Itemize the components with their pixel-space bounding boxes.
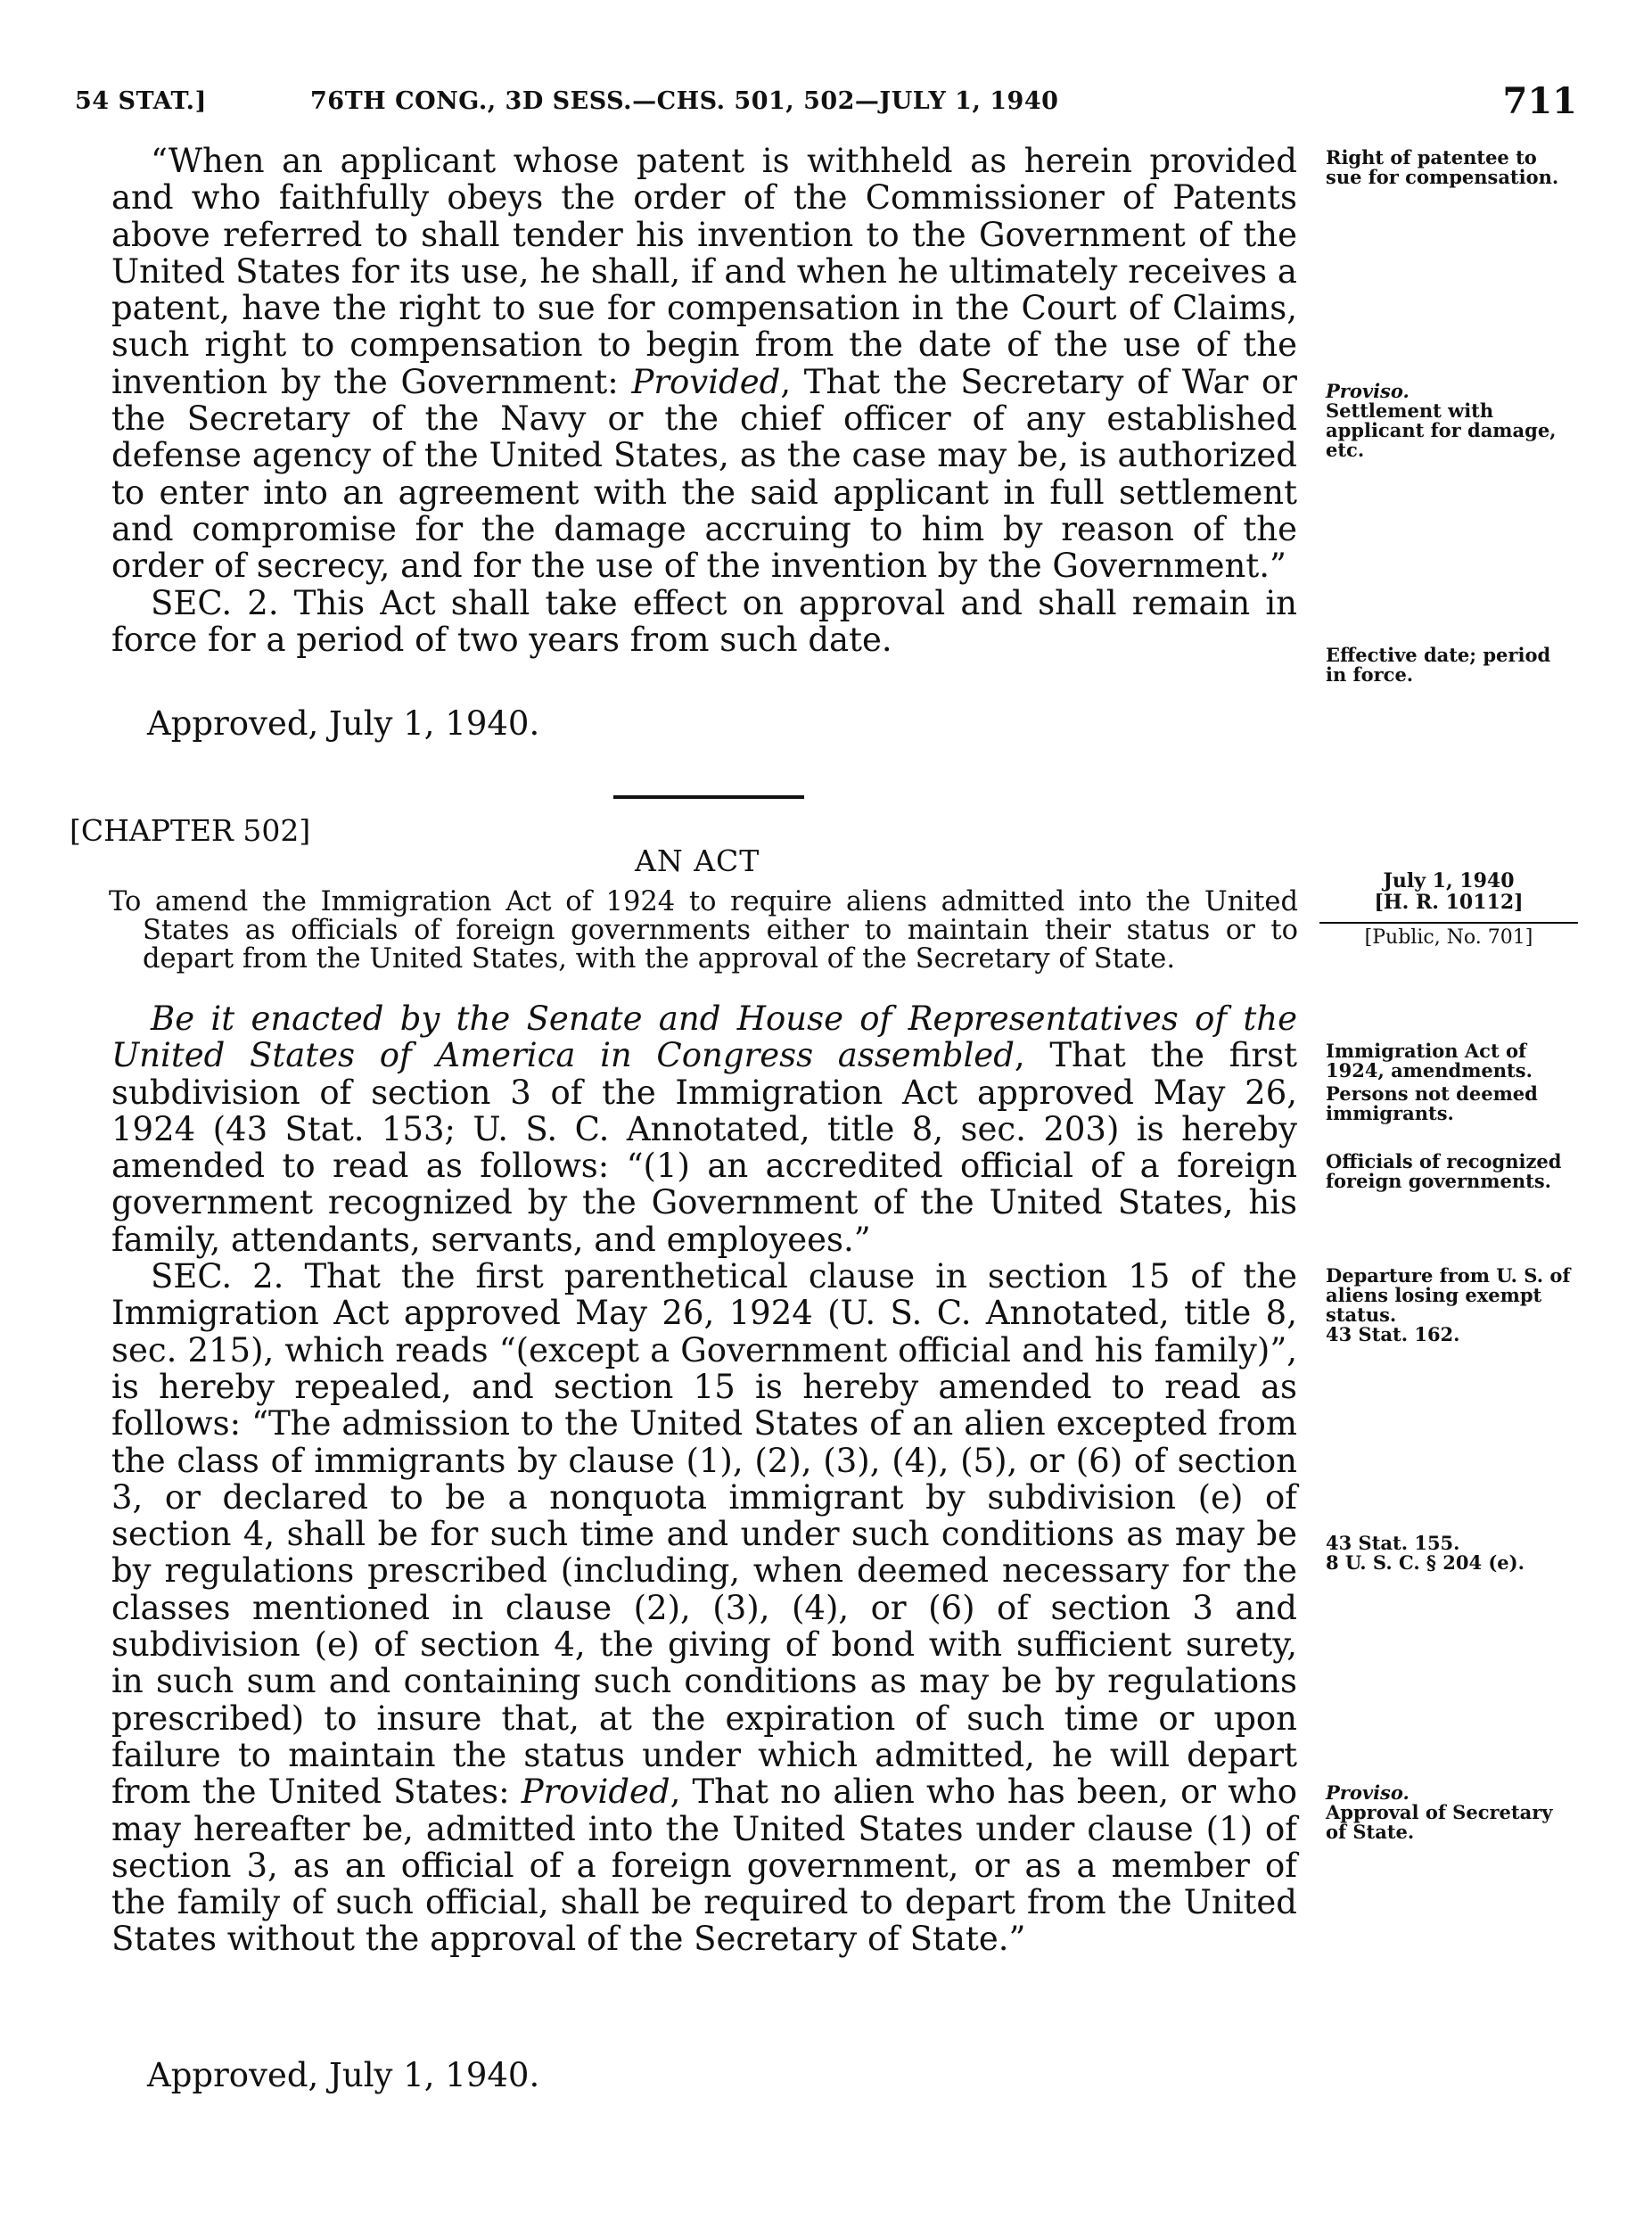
margin-note-right-of-patentee: Right of patentee to sue for compensation. <box>1326 146 1559 188</box>
running-head-volume: 54 STAT.] <box>75 87 207 115</box>
approved-date-502: Approved, July 1, 1940. <box>147 2056 540 2094</box>
margin-note-stat-162: 43 Stat. 162. <box>1326 1323 1460 1345</box>
margin-note-persons-not-deemed: Persons not deemed immigrants. <box>1326 1082 1538 1124</box>
approved-date-501: Approved, July 1, 1940. <box>147 704 540 743</box>
act-title-line: depart from the United States, with the approval of the Secretary of State. <box>143 943 1176 975</box>
act-title-line: States as officials of foreign governments either to maintain their status or to <box>143 915 1298 946</box>
proviso-label: Proviso. <box>1326 380 1410 402</box>
margin-note-officials: Officials of recognized foreign governments. <box>1326 1150 1562 1192</box>
margin-note-effective-date: Effective date; period in force. <box>1326 644 1551 686</box>
margin-note-settlement: Settlement with applicant for damage, etc. <box>1326 399 1557 461</box>
margin-note-immigration-act: Immigration Act of 1924, amendments. <box>1326 1040 1533 1082</box>
page-number: 711 <box>1502 80 1577 122</box>
act-title <box>109 888 1298 974</box>
margin-rule <box>1319 922 1578 924</box>
section-label: SEC. 2. <box>151 583 279 622</box>
margin-date: July 1, 1940 <box>1383 869 1515 892</box>
provided-word: Provided <box>521 1773 670 1812</box>
chapter-502-text <box>111 1000 1297 1958</box>
section-2: SEC. 2. That the first parenthetical clause in section 15 of the Immigration Act approved May 26, 1924 (U. S. C. Annotated, title 8, sec. 215), which reads “(except a Government official and his family)”, is hereby repealed, and section 15 is hereby amended to read as follows: “The admission to the United States of an alien excepted from the class of immigrants by clause (1), (2), (3), (4), (5), or (6) of section 3, or declared to be a nonquota immigrant by subdivision (e) of section 4, shall be for such time and under such conditions as may be by regulations prescribed (including, when deemed necessary for the classes mentioned in clause (2), (3), (4), or (6) of section 3 and subdivision (e) of section 4, the giving of bond with sufficient surety, in such sum and containing such conditions as may be by regulations prescribed) to insure that, at the expiration of such time or upon failure to maintain the status under which admitted, he will depart from the United States: Provided, That no alien who has been, or who may hereafter be, admitted into the United States under clause (1) of section 3, as an official of a foreign government, or as a member of the family of such official, shall be required to depart from the United States without the approval of the Secretary of State.” <box>111 1257 1297 1959</box>
proviso-label: Proviso. <box>1326 1781 1410 1804</box>
section-label: SEC. 2. <box>151 1257 284 1296</box>
running-head-session: 76TH CONG., 3D SESS.—CHS. 501, 502—JULY 1, 1940 <box>310 87 1059 115</box>
margin-note-proviso-2 <box>1326 1783 1575 1842</box>
chapter-501-text <box>111 143 1297 658</box>
act-title-line: To amend the Immigration Act of 1924 to require aliens admitted into the United <box>109 886 1298 917</box>
an-act-heading: AN ACT <box>635 843 760 878</box>
margin-note-usc: 8 U. S. C. § 204 (e). <box>1326 1551 1525 1574</box>
provided-word: Provided <box>631 362 781 401</box>
margin-note-approval-secretary: Approval of Secretary of State. <box>1326 1801 1553 1843</box>
section-1: Be it enacted by the Senate and House of Representatives of the United States of America in Congress assembled, That the first subdivision of section 3 of the Immigration Act approved May 26, 1924 (43 Stat. 153; U. S. C. Annotated, title 8, sec. 203) is hereby amended to read as follows: “(1) an accredited official of a foreign government recognized by the Government of the United States, his family, attendants, servants, and employees.” <box>111 999 1297 1259</box>
margin-note-departure: Departure from U. S. of aliens losing exempt status. 43 Stat. 162. <box>1326 1266 1575 1345</box>
margin-public-number: [Public, No. 701] <box>1364 926 1533 949</box>
quoted-provision: “When an applicant whose patent is withheld as herein provided and who faithfully obeys the order of the Commissioner of Patents above referred to shall tender his invention to the Government of the United States for its use, he shall, if and when he ultimately receives a patent, have the right to sue for compensation in the Court of Claims, such right to compensation to begin from the date of the use of the invention by the Government: Provided, That the Secretary of War or the Secretary of the Navy or the chief officer of any established defense agency of the United States, as the case may be, is authorized to enter into an agreement with the said applicant in full settlement and compromise for the damage accruing to him by reason of the order of secrecy, and for the use of the invention by the Government.” <box>111 142 1297 586</box>
chapter-divider-rule <box>613 795 804 799</box>
chapter-label: [CHAPTER 502] <box>70 813 311 848</box>
enacting-clause: Be it enacted by the Senate and House of Representatives of the United States of America in Congress assembled <box>111 999 1297 1075</box>
margin-note-stat-155: 43 Stat. 155. 8 U. S. C. § 204 (e). <box>1326 1534 1575 1573</box>
margin-bill-number: [H. R. 10112] <box>1374 891 1524 914</box>
section-2-effective: SEC. 2. This Act shall take effect on approval and shall remain in force for a period of two years from such date. <box>111 583 1298 659</box>
margin-note-proviso <box>1326 382 1575 460</box>
